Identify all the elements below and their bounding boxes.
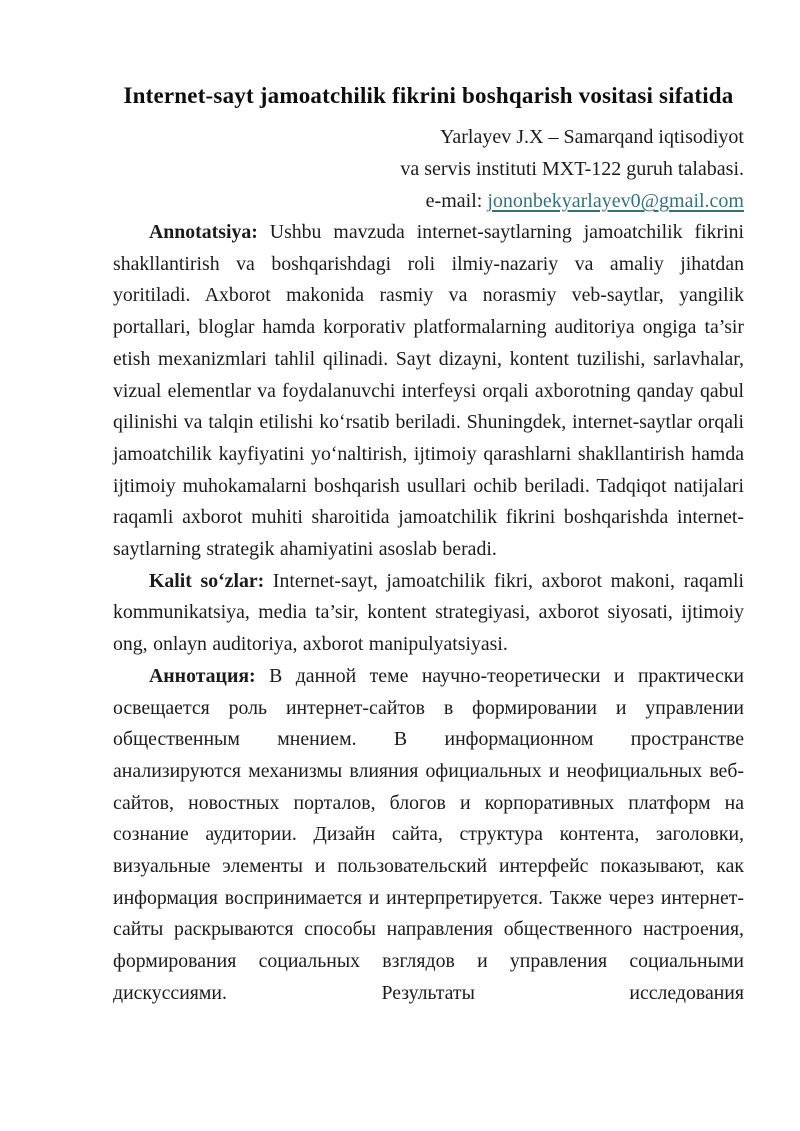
paragraph-annotaciya-ru	[113, 661, 744, 1010]
author-name-affiliation: Yarlayev J.X – Samarqand iqtisodiyot	[439, 126, 744, 148]
email-link[interactable]: jononbekyarlayev0@gmail.com	[487, 190, 744, 212]
paragraph-annotatsiya	[113, 217, 744, 566]
paragraph-lead-annotaciya-ru: Аннотация:	[149, 664, 256, 687]
page-title: Internet-sayt jamoatchilik fikrini boshqarish vositasi sifatida	[123, 83, 734, 108]
author-institute-line: va servis instituti MXT-122 guruh talabasi.	[400, 158, 744, 180]
email-label: e-mail:	[425, 190, 483, 212]
paragraph-text-annotaciya-ru: В данной теме научно-теоретически и практически освещается роль интернет-сайтов в формировании и управлении общественным мнением. В информационном пространстве анализируются механизмы влияния официальных и неофициальных веб-сайтов, новостных порталов, блогов и корпоративных платформ на сознание аудитории. Дизайн сайта, структура контента, заголовки, визуальные элементы и пользовательский интерфейс показывают, как информация воспринимается и интерпретируется. Также через интернет-сайты раскрываются способы направления общественного настроения, формирования социальных взглядов и управления социальными дискуссиями. Результаты исследования	[113, 664, 744, 1004]
paragraph-lead-keywords: Kalit so‘zlar:	[149, 569, 265, 592]
author-block	[113, 121, 744, 217]
paragraph-keywords	[113, 566, 744, 661]
paragraph-text-keywords: Internet-sayt, jamoatchilik fikri, axborot makoni, raqamli kommunikatsiya, media ta’sir, kontent strategiyasi, axborot siyosati, ijtimoiy ong, onlayn auditoriya, axborot manipulyatsiyasi.	[113, 569, 744, 656]
paragraph-text-annotatsiya: Ushbu mavzuda internet-saytlarning jamoatchilik fikrini shakllantirish va boshqarishdagi roli ilmiy-nazariy va amaliy jihatdan yoritiladi. Axborot makonida rasmiy va norasmiy veb-saytlar, yangilik portallari, bloglar hamda korporativ platformalarning auditoriya ongiga ta’sir etish mexanizmlari tahlil qilinadi. Sayt dizayni, kontent tuzilishi, sarlavhalar, vizual elementlar va foydalanuvchi interfeysi orqali axborotning qanday qabul qilinishi va talqin etilishi ko‘rsatib beriladi. Shuningdek, internet-saytlar orqali jamoatchilik kayfiyatini yo‘naltirish, ijtimoiy qarashlarni shakllantirish hamda ijtimoiy muhokamalarni boshqarish usullari ochib beriladi. Tadqiqot natijalari raqamli axborot muhiti sharoitida jamoatchilik fikrini boshqarishda internet-saytlarning strategik ahamiyatini asoslab beradi.	[113, 221, 744, 561]
author-email-line	[113, 185, 744, 217]
paragraph-lead-annotatsiya: Annotatsiya:	[149, 221, 258, 243]
